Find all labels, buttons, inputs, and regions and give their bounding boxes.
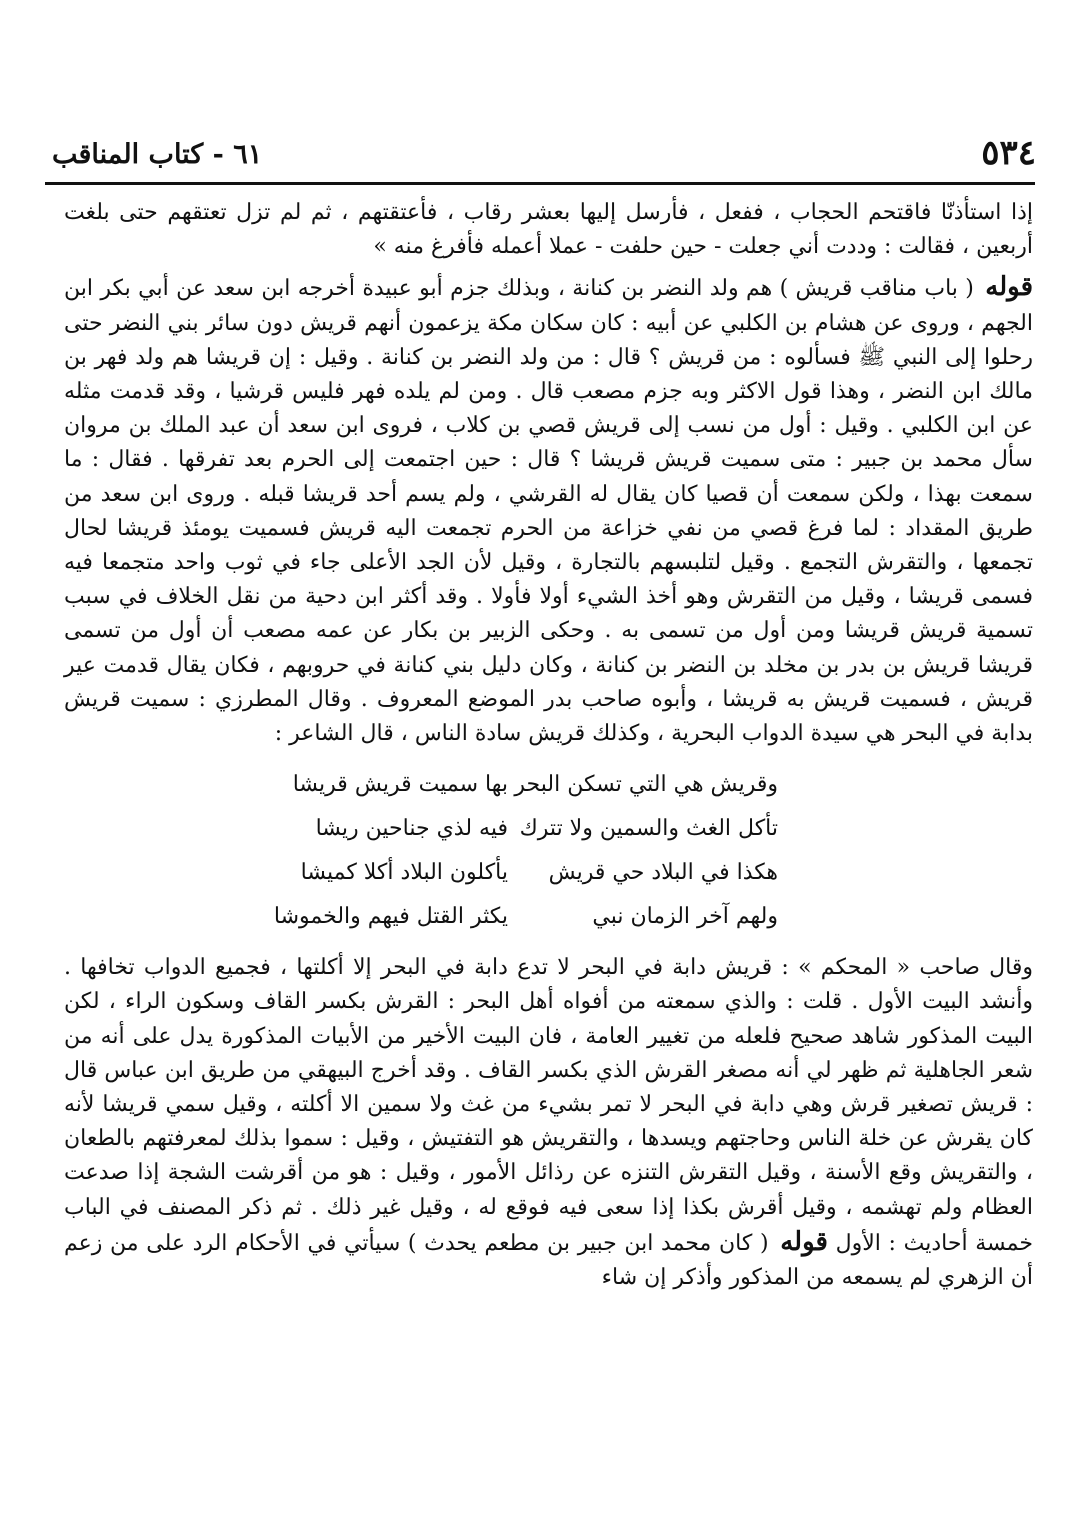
commentary-paragraph-text: وقال صاحب « المحكم » : قريش دابة في البحر لا تدع دابة في البحر إلا أكلتها ، فجميع الدواب تخافها . وأنشد البيت الأول . قلت : والذي سمعته من أفواه أهل البحر : القرش بكسر القاف وسكون الراء ، لكن البيت المذكور شاهد صحيح فلعله من تغيير العامة ، فان البيت الأخير من الأبيات المذكورة يدل على أنه من شعر الجاهلية ثم ظهر لي أنه مصغر القرش الذي بكسر القاف . وقد أخرج البيهقي من طريق ابن عباس قال : قريش تصغير قرش وهي دابة في البحر لا تمر بشيء من غث ولا سمين الا أكلته ، وقيل سمي قريشا لأنه كان يقرش عن خلة الناس وحاجتهم ويسدها ، والتقريش هو التفتيش ، وقيل : سموا بذلك لمعرفتهم بالطعان ، والتقريش وقع الأسنة ، وقيل التقرش التنزه عن رذائل الأمور ، وقيل : هو من أقرشت الشجة إذا صدعت العظام ولم تهشمه ، وقيل أقرش بكذا إذا سعى فيه فوقع له ، وقيل غير ذلك . ثم ذكر المصنف في الباب خمسة أحاديث : الأول (64, 955, 1034, 1256)
commentary-paragraph (64, 951, 1033, 1295)
poem-line (258, 895, 778, 939)
section-paragraph-text: ( باب مناقب قريش ) هم ولد النضر بن كنانة ، وبذلك جزم أبو عبيدة أخرجه ابن سعد عن أبي بكر ابن الجهم ، وروى عن هشام بن الكلبي عن أبيه : كان سكان مكة يزعمون أنهم قريش دون سائر بني النضر حتى رحلوا إلى النبي ﷺ فسألوه : من قريش ؟ قال : من ولد النضر بن كنانة . وقيل : إن قريشا هم ولد فهر بن مالك ابن النضر ، وهذا قول الاكثر وبه جزم مصعب قال . ومن لم يلده فهر فليس قرشيا ، وقد قدمت مثله عن ابن الكلبي . وقيل : أول من نسب إلى قريش قصي بن كلاب ، فروى ابن سعد أن عبد الملك بن مروان سأل محمد بن جبير : متى سميت قريش قريشا ؟ قال : حين اجتمعت إلى الحرم بعد تفرقها . فقال : ما سمعت بهذا ، ولكن سمعت أن قصيا كان يقال له القرشي ، ولم يسم أحد قريشا قبله . وروى ابن سعد من طريق المقداد : لما فرغ قصي من نفي خزاعة من الحرم تجمعت اليه قريش فسميت يومئذ قريشا لحال تجمعها ، والتقرش التجمع . وقيل لتلبسهم بالتجارة ، وقيل لأن الجد الأعلى جاء في ثوب واحد متجمعا فيه فسمى قريشا ، وقيل من التقرش وهو أخذ الشيء أولا فأولا . وقد أكثر ابن دحية من نقل الخلاف في سبب تسمية قريش قريشا ومن أول من تسمى به . وحكى الزبير بن بكار عن عمه مصعب أن أول من تسمى قريشا قريش بن بدر بن مخلد بن النضر بن كنانة ، وكان دليل بني كنانة في حروبهم ، فكان يقال قدمت عير قريش ، فسميت قريش به قريشا ، وأبوه صاحب بدر الموضع المعروف . وقال المطرزي : سميت قريش بدابة في البحر هي سيدة الدواب البحرية ، وكذلك قريش سادة الناس ، قال الشاعر : (64, 276, 1033, 747)
poem (258, 763, 778, 939)
closing-keyword: قوله (780, 1226, 828, 1257)
book-title: ٦١ - كتاب المناقب (52, 139, 263, 170)
top-paragraph: إذا استأذنّا فاقتحم الحجاب ، ففعل ، فأرسل إليها بعشر رقاب ، فأعتقتهم ، ثم لم تزل تعتقهم حتى بلغت أربعين ، فقالت : وددت أني جعلت - حين حلفت - عملا أعمله فأفرغ منه » (64, 200, 1033, 260)
page-content (64, 196, 1033, 1295)
poem-hemistich-right: وقريش هي التي تسكن البحر (514, 772, 778, 798)
closing-text: ( كان محمد ابن جبير بن مطعم يحدث ) سيأتي في الأحكام الرد على من زعم أن الزهري لم يسمعه من المذكور وأذكر إن شاء (64, 1230, 1033, 1291)
poem-hemistich-left: فيه لذي جناحين ريشا (315, 816, 508, 842)
poem-hemistich-left: بها سميت قريش قريشا (292, 772, 508, 798)
header-rule (45, 182, 1035, 185)
section-paragraph (64, 270, 1033, 751)
poem-line (258, 851, 778, 895)
poem-line (258, 807, 778, 851)
page-number: ٥٣٤ (981, 133, 1036, 173)
poem-line (258, 763, 778, 807)
poem-hemistich-right: تأكل الغث والسمين ولا تترك (519, 816, 778, 842)
poem-hemistich-right: ولهم آخر الزمان نبي (592, 904, 778, 930)
poem-hemistich-right: هكذا في البلاد حي قريش (548, 860, 778, 886)
poem-hemistich-left: يأكلون البلاد أكلا كميشا (300, 860, 508, 886)
poem-hemistich-left: يكثر القتل فيهم والخموشا (273, 904, 508, 930)
page-header (52, 132, 1036, 182)
section-keyword: قوله (985, 272, 1034, 303)
